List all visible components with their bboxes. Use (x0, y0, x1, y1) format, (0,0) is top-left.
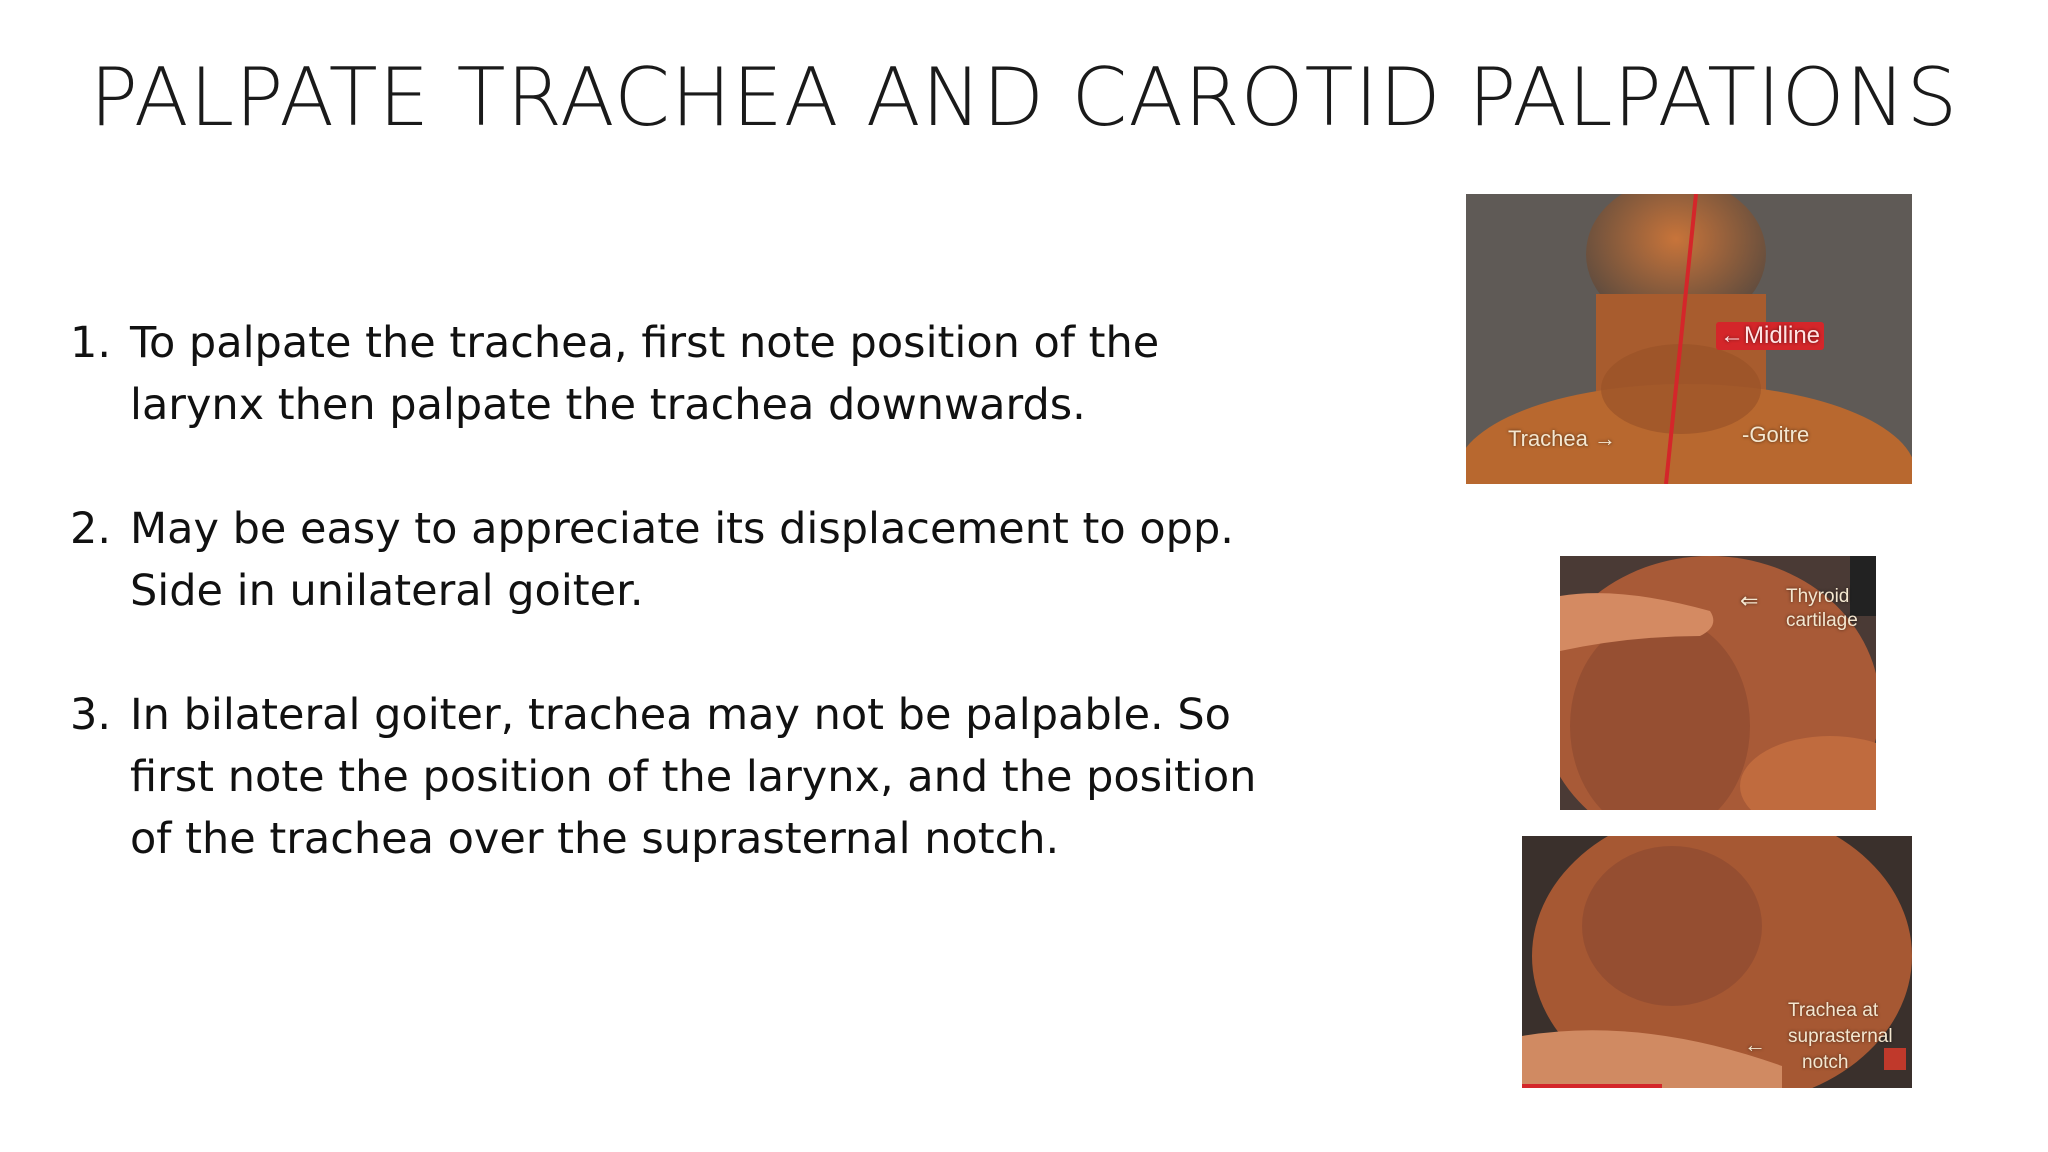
list-item-text: May be easy to appreciate its displacement to opp. Side in unilateral goiter. (130, 504, 1234, 616)
list-item-text: In bilateral goiter, trachea may not be palpable. So first note the position of the larynx, and the position of the trachea over the suprasternal notch. (130, 690, 1257, 864)
label-thyroid-1: Thyroid (1786, 586, 1850, 607)
list-item-text: To palpate the trachea, first note position of the larynx then palpate the trachea downwards. (130, 318, 1160, 430)
label-thyroid-2: cartilage (1786, 610, 1858, 631)
arrow-icon: ⇐ (1740, 588, 1759, 613)
label-suprasternal: suprasternal (1788, 1026, 1893, 1047)
arrow-icon: ← (1744, 1032, 1766, 1057)
label-midline: ←Midline (1716, 322, 1824, 350)
numbered-list (70, 312, 1300, 932)
photo-midline-neck (1466, 194, 1912, 484)
list-item (70, 312, 1300, 436)
label-notch: notch (1802, 1052, 1849, 1073)
slide-title: PALPATE TRACHEA AND CAROTID PALPATIONS (89, 51, 1959, 144)
label-goitre: -Goitre (1742, 422, 1810, 447)
photo-suprasternal-image (1522, 836, 1912, 1088)
list-item (70, 684, 1300, 870)
list-item-number: 3. (70, 690, 112, 740)
list-item-number: 2. (70, 504, 112, 554)
label-trachea: Trachea → (1508, 426, 1617, 451)
list-item (70, 498, 1300, 622)
photo-suprasternal-notch (1522, 836, 1912, 1088)
photo-thyroid-cartilage (1560, 556, 1876, 810)
list-item-number: 1. (70, 318, 112, 368)
label-trachea-at: Trachea at (1788, 1000, 1879, 1021)
